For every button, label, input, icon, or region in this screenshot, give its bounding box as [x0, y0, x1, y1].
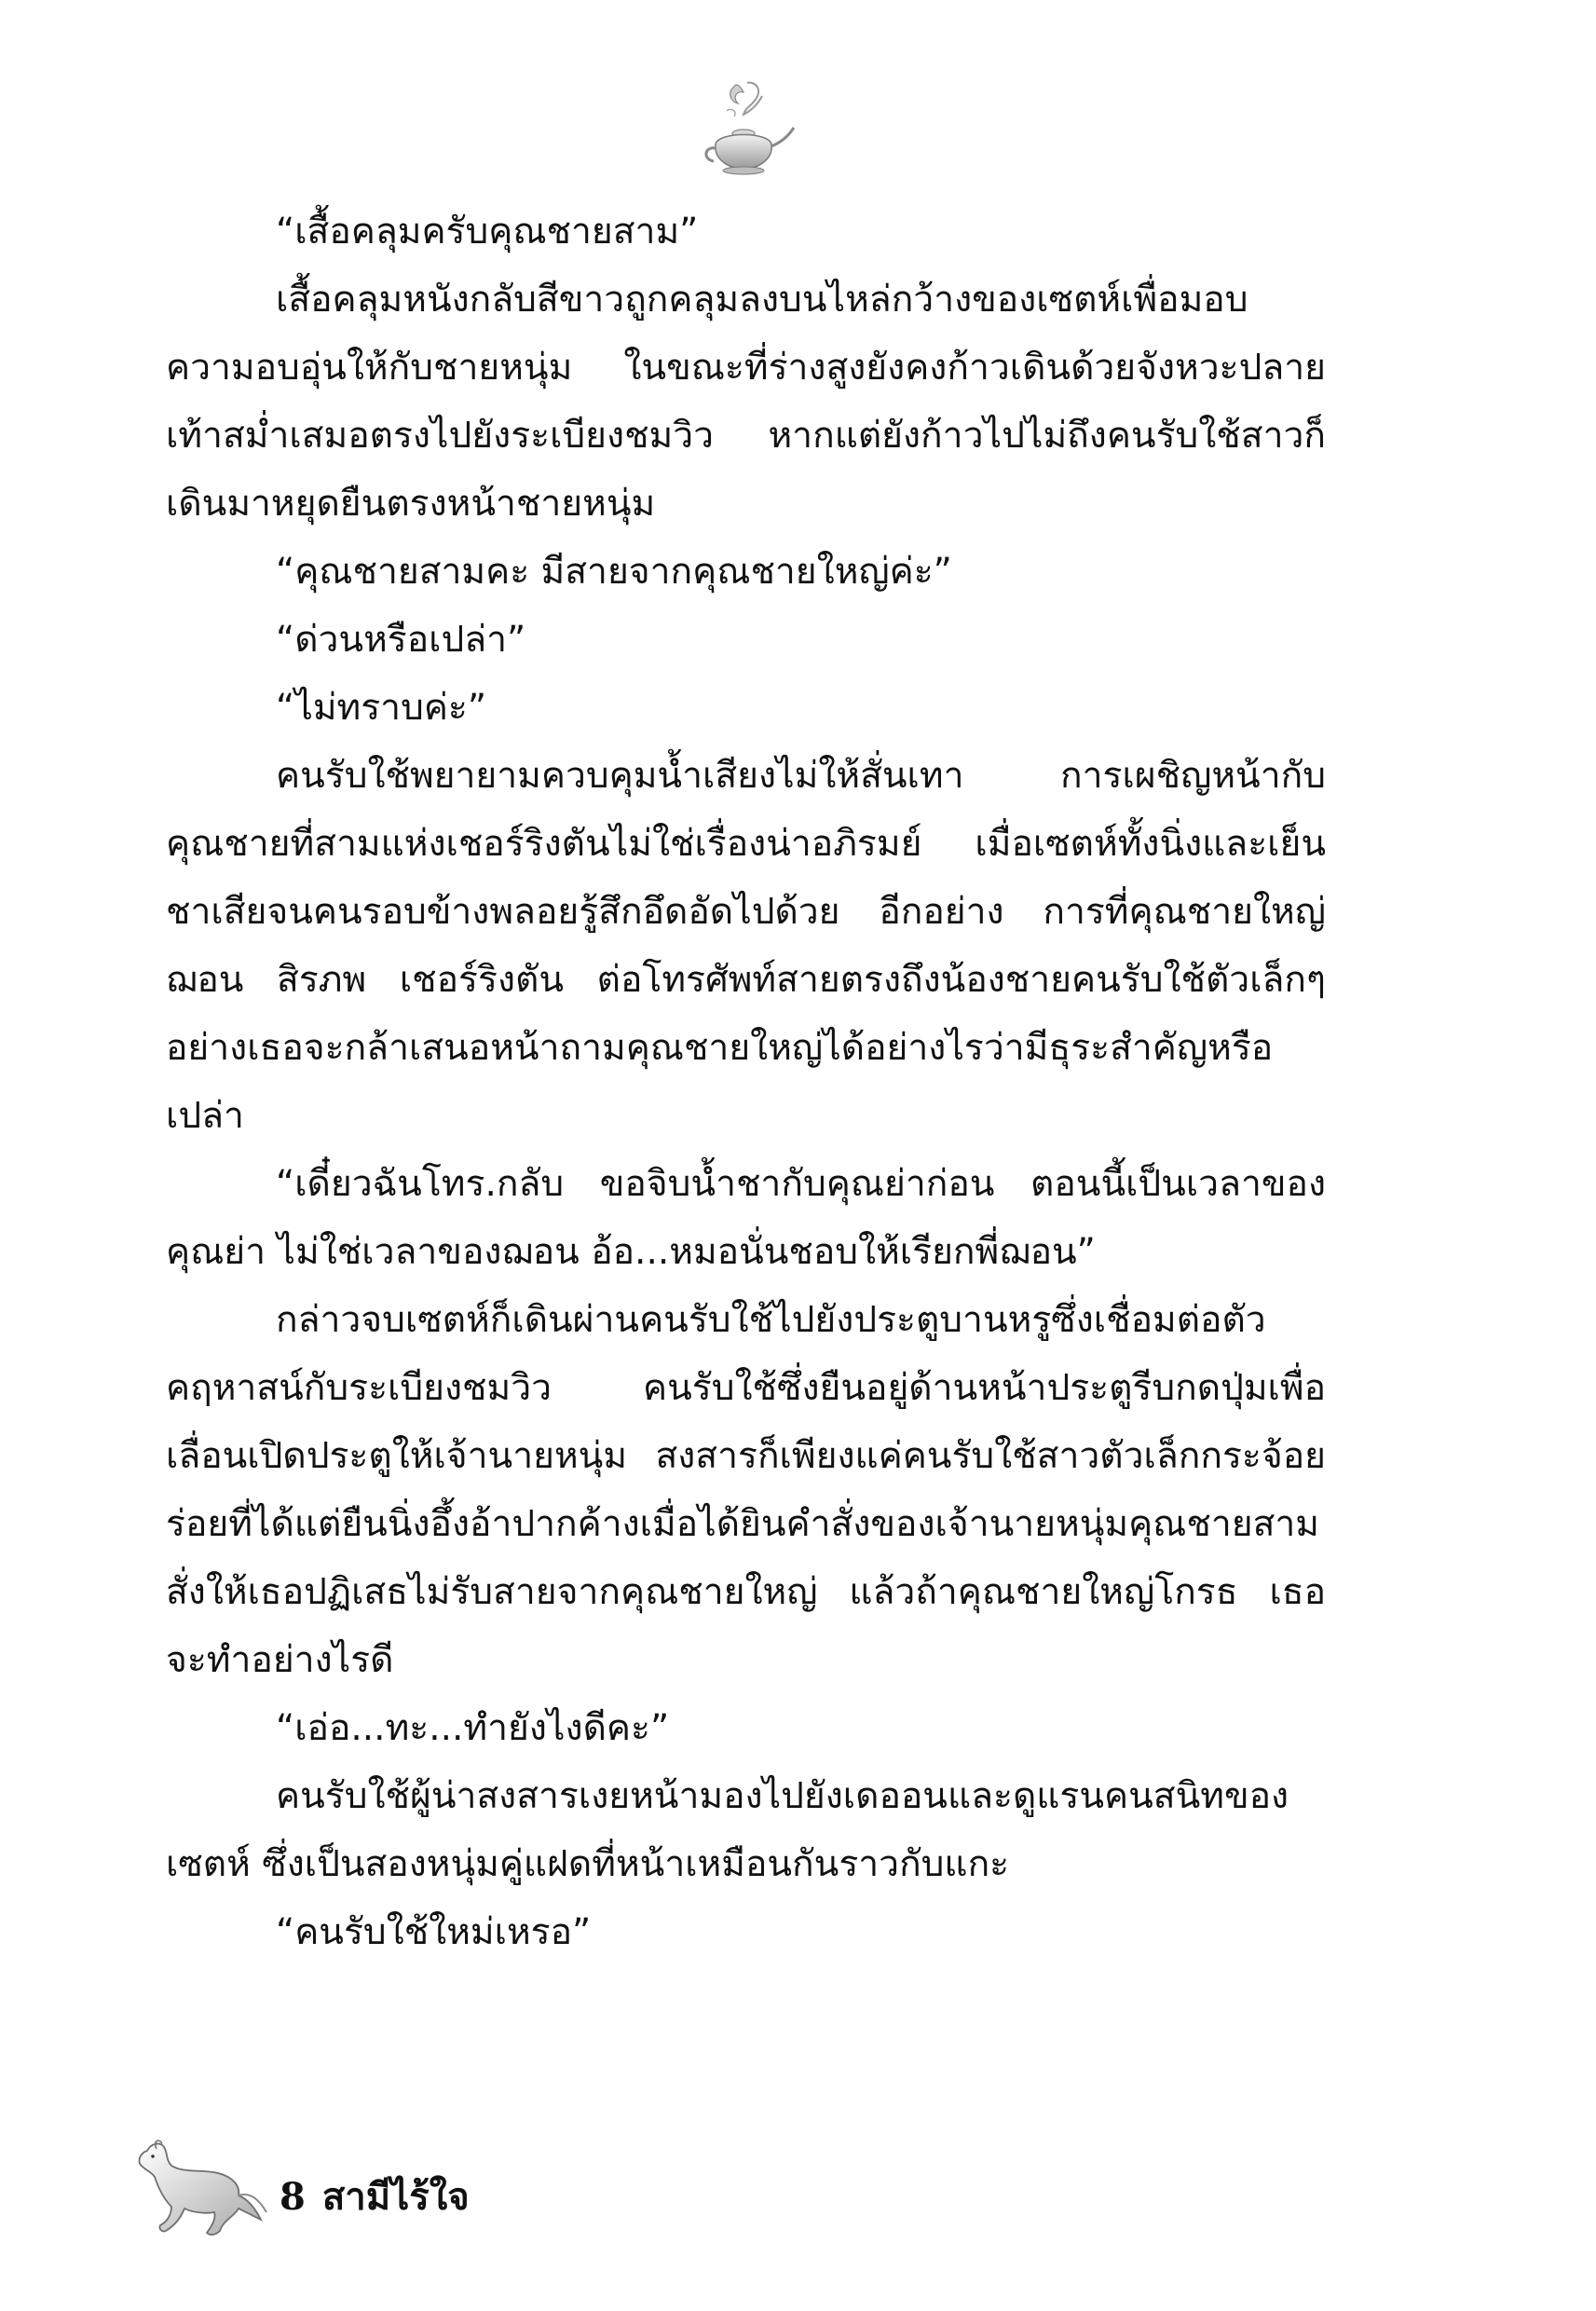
- book-title: สามีไร้ใจ: [321, 2175, 470, 2219]
- paragraph-dialogue: “เอ่อ...ทะ...ทำยังไงดีคะ”: [276, 1707, 670, 1749]
- page-footer: [130, 2134, 689, 2255]
- paragraph-dialogue: “ไม่ทราบค่ะ”: [276, 687, 487, 729]
- paragraph-narrative: เสื้อคลุมหนังกลับสีขาวถูกคลุมลงบนไหล่กว้างของเซตห์เพื่อมอบความอบอุ่นให้กับชายหนุ่ม ในขณะที่ร่างสูงยังคงก้าวเดินด้วยจังหวะปลายเท้าสม่ำเสมอตรงไปยังระเบียงชมวิว หากแต่ยังก้าวไปไม่ถึงคนรับใช้สาวก็เดินมาหยุดยืนตรงหน้าชายหนุ่ม: [166, 279, 1326, 525]
- paragraph-narrative: คนรับใช้ผู้น่าสงสารเงยหน้ามองไปยังเดออนและดูแรนคนสนิทของเซตห์ ซึ่งเป็นสองหนุ่มคู่แฝดที่หน้าเหมือนกันราวกับแกะ: [166, 1775, 1289, 1885]
- paragraph-dialogue: “ด่วนหรือเปล่า”: [276, 619, 526, 661]
- teapot-ornament-icon: [689, 79, 801, 182]
- paragraph-dialogue: “เสื้อคลุมครับคุณชายสาม”: [276, 211, 699, 253]
- paragraph-dialogue: “คนรับใช้ใหม่เหรอ”: [276, 1911, 592, 1953]
- horse-icon: [130, 2134, 270, 2246]
- page-number: 8: [280, 2175, 306, 2219]
- body-text: [166, 198, 1326, 1966]
- paragraph-dialogue: “คุณชายสามคะ มีสายจากคุณชายใหญ่ค่ะ”: [276, 551, 952, 593]
- paragraph-narrative: กล่าวจบเซตห์ก็เดินผ่านคนรับใช้ไปยังประตูบานหรูซึ่งเชื่อมต่อตัวคฤหาสน์กับระเบียงชมวิว คนรับใช้ซึ่งยืนอยู่ด้านหน้าประตูรีบกดปุ่มเพื่อเลื่อนเปิดประตูให้เจ้านายหนุ่ม สงสารก็เพียงแค่คนรับใช้สาวตัวเล็กกระจ้อยร่อยที่ได้แต่ยืนนิ่งอึ้งอ้าปากค้างเมื่อได้ยินคำสั่งของเจ้านายหนุ่มคุณชายสามสั่งให้เธอปฏิเสธไม่รับสายจากคุณชายใหญ่ แล้วถ้าคุณชายใหญ่โกรธ เธอจะทำอย่างไรดี: [166, 1299, 1326, 1681]
- folio: [280, 2169, 470, 2225]
- paragraph-narrative: คนรับใช้พยายามควบคุมน้ำเสียงไม่ให้สั่นเทา การเผชิญหน้ากับคุณชายที่สามแห่งเชอร์ริงตันไม่ใช่เรื่องน่าอภิรมย์ เมื่อเซตห์ทั้งนิ่งและเย็นชาเสียจนคนรอบข้างพลอยรู้สึกอึดอัดไปด้วย อีกอย่าง การที่คุณชายใหญ่ ฌอน สิรภพ เชอร์ริงตัน ต่อโทรศัพท์สายตรงถึงน้องชายคนรับใช้ตัวเล็กๆ อย่างเธอจะกล้าเสนอหน้าถามคุณชายใหญ่ได้อย่างไรว่ามีธุระสำคัญหรือเปล่า: [166, 755, 1326, 1137]
- paragraph-dialogue: “เดี๋ยวฉันโทร.กลับ ขอจิบน้ำชากับคุณย่าก่อน ตอนนี้เป็นเวลาของคุณย่า ไม่ใช่เวลาของฌอน อ้อ...หมอนั่นชอบให้เรียกพี่ฌอน”: [166, 1163, 1326, 1273]
